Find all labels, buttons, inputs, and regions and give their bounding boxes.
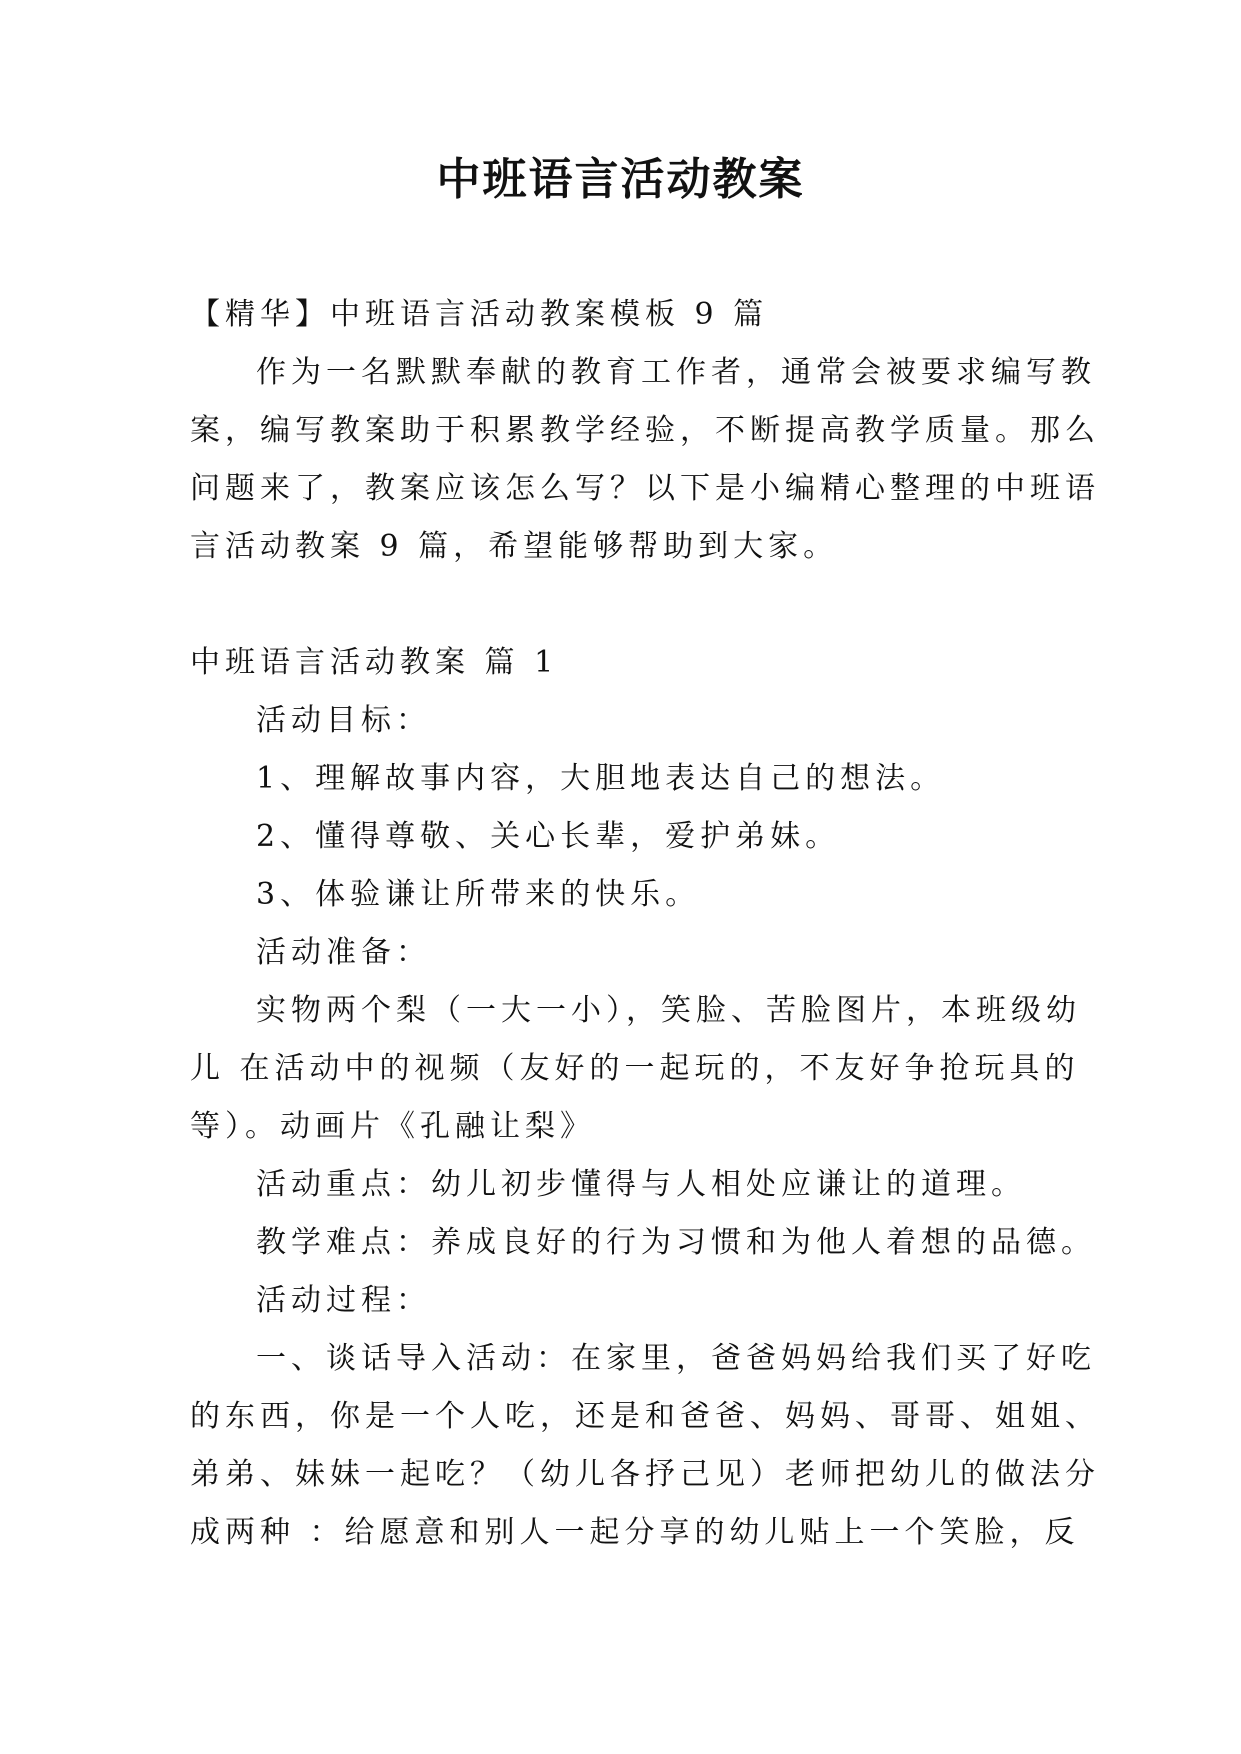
key-point: 活动重点：幼儿初步懂得与人相处应谦让的道理。 [256,1167,1026,1202]
process-line: 的东西，你是一个人吃，还是和爸爸、妈妈、哥哥、姐姐、 [190,1399,1100,1434]
intro-line: 案，编写教案助于积累教学经验，不断提高教学质量。那么 [190,413,1100,448]
difficulty-point: 教学难点：养成良好的行为习惯和为他人着想的品德。 [256,1225,1096,1260]
process-label: 活动过程： [256,1283,431,1318]
goal-item: 2、懂得尊敬、关心长辈，爱护弟妹。 [256,819,841,854]
intro-line: 言活动教案 9 篇，希望能够帮助到大家。 [190,529,839,564]
process-line: 弟弟、妹妹一起吃？（幼儿各抒己见）老师把幼儿的做法分 [190,1457,1100,1492]
goals-label: 活动目标： [256,703,431,738]
process-line: 一、谈话导入活动：在家里，爸爸妈妈给我们买了好吃 [256,1341,1096,1376]
intro-line: 作为一名默默奉献的教育工作者，通常会被要求编写教 [256,355,1096,390]
document-title: 中班语言活动教案 [436,154,805,205]
prep-line: 实物两个梨（一大一小），笑脸、苦脸图片，本班级幼 [256,993,1081,1028]
goal-item: 3、体验谦让所带来的快乐。 [256,877,701,912]
section-heading: 中班语言活动教案 篇 1 [190,645,559,680]
goal-item: 1、理解故事内容，大胆地表达自己的想法。 [256,761,946,796]
prep-label: 活动准备： [256,935,431,970]
process-line: 成两种 ：给愿意和别人一起分享的幼儿贴上一个笑脸，反 [190,1515,1080,1550]
prep-line: 儿 在活动中的视频（友好的一起玩的，不友好争抢玩具的 [190,1051,1080,1086]
document-subtitle: 【精华】中班语言活动教案模板 9 篇 [190,297,769,332]
document-body [190,286,1100,1562]
intro-line: 问题来了，教案应该怎么写？以下是小编精心整理的中班语 [190,471,1100,506]
prep-line: 等）。动画片《孔融让梨》 [190,1109,595,1144]
paragraph-gap [190,576,1070,634]
